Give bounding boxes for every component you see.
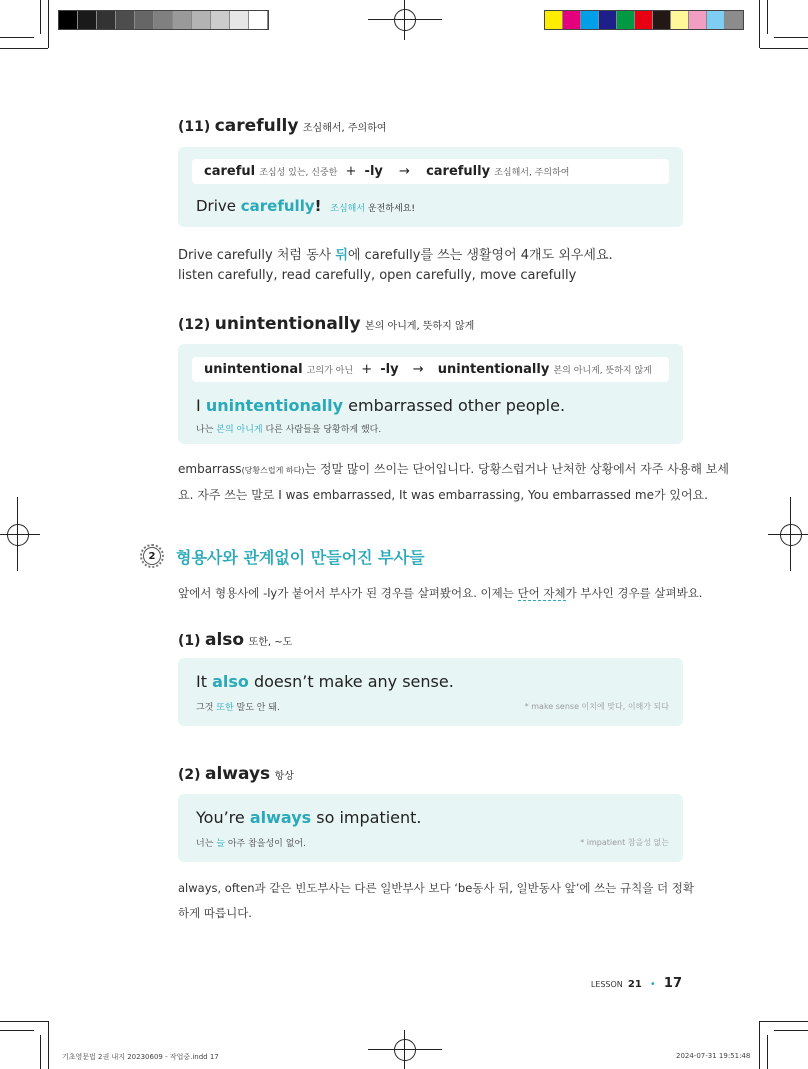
paragraph-carefully-line2: listen carefully, read carefully, open carefully, move carefully xyxy=(178,268,577,283)
color-swatch xyxy=(78,11,97,29)
registration-mark-right xyxy=(768,497,808,571)
color-bar-process xyxy=(544,10,744,30)
example-box-always xyxy=(178,794,683,862)
heading-word: always xyxy=(205,764,271,784)
color-swatch xyxy=(653,11,671,29)
color-swatch xyxy=(116,11,135,29)
color-swatch xyxy=(192,11,211,29)
slug-timestamp: 2024-07-31 19:51:48 xyxy=(676,1052,751,1060)
page-footer: LESSON 21 • 17 xyxy=(590,976,682,991)
color-swatch xyxy=(725,11,743,29)
paragraph-frequency-line1: always, often과 같은 빈도부사는 다른 일반부사 보다 ‘be동사 뒤, 일반동사 앞’에 쓰는 규칙을 더 정확 xyxy=(178,881,695,895)
example-translation: 그것 또한 말도 안 돼. xyxy=(196,703,280,713)
section-number-badge: 2 xyxy=(140,544,164,568)
paragraph-intro: 앞에서 형용사에 -ly가 붙어서 부사가 된 경우를 살펴봤어요. 이제는 단어 자체가 부사인 경우를 살펴봐요. xyxy=(178,586,703,600)
formula-row: careful 조심성 있는, 신중한 + -ly → carefully 조심해서, 주의하여 xyxy=(192,159,669,184)
example-sentence: You’re always so impatient. xyxy=(196,808,422,827)
paragraph-embarrass-line1: embarrass(당황스럽게 하다)는 정말 많이 쓰이는 단어입니다. 당황스럽거나 난처한 상황에서 자주 사용해 보세 xyxy=(178,462,729,476)
page-number: 17 xyxy=(663,976,682,991)
color-swatch xyxy=(230,11,249,29)
color-swatch xyxy=(135,11,154,29)
heading-word: carefully xyxy=(214,116,299,136)
color-swatch xyxy=(617,11,635,29)
vocab-note: * impatient 참을성 없는 xyxy=(580,838,669,847)
heading-always: (2) always 항상 xyxy=(178,764,294,784)
color-swatch xyxy=(249,11,268,29)
example-translation: 너는 늘 아주 참을성이 없어. xyxy=(196,839,306,849)
example-box-also xyxy=(178,658,683,726)
color-swatch xyxy=(581,11,599,29)
heading-gloss: 항상 xyxy=(274,771,294,782)
color-swatch xyxy=(671,11,689,29)
paragraph-frequency-line2: 하게 따릅니다. xyxy=(178,906,252,920)
heading-word: also xyxy=(205,630,245,650)
color-swatch xyxy=(97,11,116,29)
color-swatch xyxy=(689,11,707,29)
heading-carefully: (11) carefully 조심해서, 주의하여 xyxy=(178,116,387,136)
heading-gloss: 또한, ~도 xyxy=(248,637,293,648)
heading-also: (1) also 또한, ~도 xyxy=(178,630,293,650)
color-bar-gray xyxy=(58,10,269,30)
color-swatch xyxy=(154,11,173,29)
color-swatch xyxy=(599,11,617,29)
example-translation: 조심해서 운전하세요! xyxy=(330,204,415,214)
example-sentence: It also doesn’t make any sense. xyxy=(196,672,454,691)
vocab-note: * make sense 이치에 맞다, 이해가 되다 xyxy=(524,702,669,711)
paragraph-embarrass-line2: 요. 자주 쓰는 말로 I was embarrassed, It was embarrassing, You embarrassed me가 있어요. xyxy=(178,488,708,502)
registration-mark-bottom xyxy=(368,1030,442,1069)
color-swatch xyxy=(635,11,653,29)
example-translation: 나는 본의 아니게 다른 사람들을 당황하게 했다. xyxy=(196,425,382,435)
example-box-carefully xyxy=(178,147,683,227)
section-title: 형용사와 관계없이 만들어진 부사들 xyxy=(176,548,425,567)
color-swatch xyxy=(211,11,230,29)
registration-mark-top xyxy=(368,0,442,40)
registration-mark-left xyxy=(0,497,40,571)
paragraph-carefully-line1: Drive carefully 처럼 동사 뒤에 carefully를 쓰는 생활영어 4개도 외우세요. xyxy=(178,248,613,263)
formula-row: unintentional 고의가 아닌 + -ly → unintentionally 본의 아니게, 뜻하지 않게 xyxy=(192,357,669,382)
heading-unintentionally: (12) unintentionally 본의 아니게, 뜻하지 않게 xyxy=(178,314,475,334)
example-sentence: Drive carefully! 조심해서 운전하세요! xyxy=(196,197,415,215)
color-swatch xyxy=(563,11,581,29)
example-box-unintentionally xyxy=(178,344,683,444)
slug-filename: 기초영문법 2권 내지 20230609 - 작업중.indd 17 xyxy=(62,1053,219,1061)
color-swatch xyxy=(173,11,192,29)
color-swatch xyxy=(707,11,725,29)
example-sentence: I unintentionally embarrassed other people. xyxy=(196,396,566,415)
heading-gloss: 본의 아니게, 뜻하지 않게 xyxy=(365,321,475,332)
color-swatch xyxy=(545,11,563,29)
heading-word: unintentionally xyxy=(214,314,361,334)
heading-gloss: 조심해서, 주의하여 xyxy=(302,123,387,134)
color-swatch xyxy=(59,11,78,29)
